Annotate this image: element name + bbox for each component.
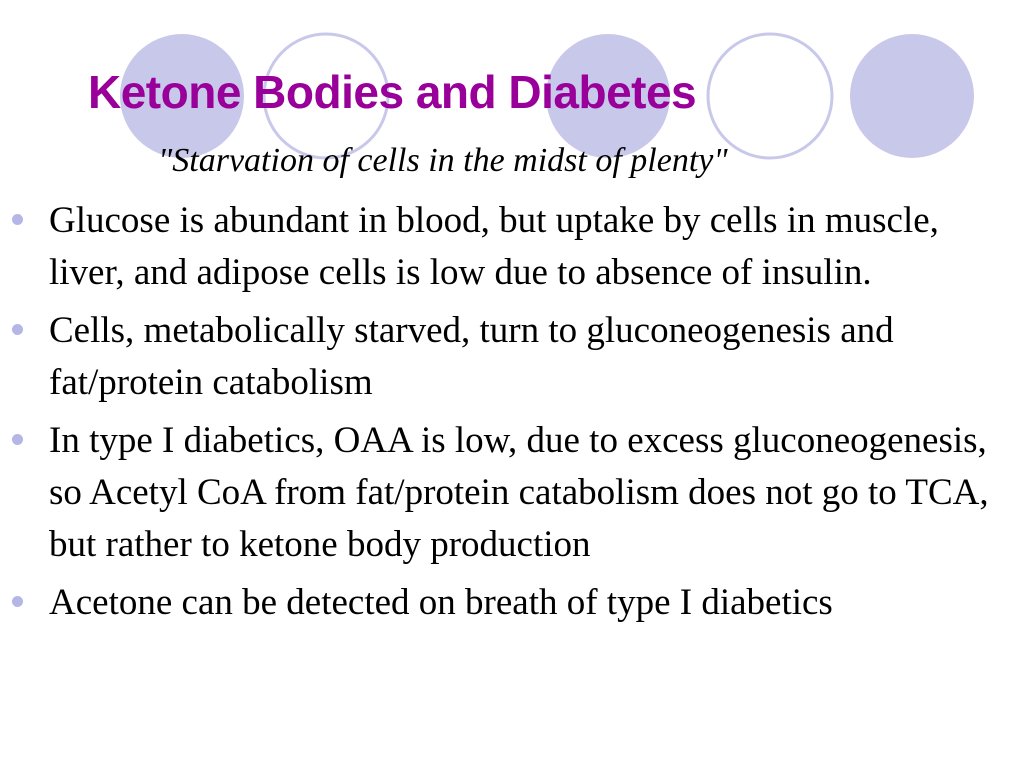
deco-circle-filled-3 [850, 34, 974, 158]
bullet-dot-icon [12, 214, 23, 225]
bullet-dot-icon [12, 596, 23, 607]
bullet-text: Glucose is abundant in blood, but uptake by cells in muscle, liver, and adipose cells is low due to absence of insulin. [49, 200, 939, 293]
bullet-item [0, 305, 1024, 409]
bullet-text: Acetone can be detected on breath of type I diabetics [49, 582, 833, 623]
bullet-dot-icon [12, 324, 23, 335]
bullet-text: Cells, metabolically starved, turn to gluconeogenesis and fat/protein catabolism [49, 310, 894, 403]
bullet-dot-icon [12, 434, 23, 445]
slide-subtitle: "Starvation of cells in the midst of plenty" [158, 142, 728, 179]
bullet-item [0, 415, 1024, 571]
bullet-item [0, 195, 1024, 299]
bullet-item [0, 577, 1024, 629]
bullet-list [0, 195, 1024, 635]
slide-title: Ketone Bodies and Diabetes [88, 66, 697, 118]
bullet-text: In type I diabetics, OAA is low, due to excess gluconeogenesis, so Acetyl CoA from fat/protein catabolism does not go to TCA, but rather to ketone body production [49, 420, 989, 565]
